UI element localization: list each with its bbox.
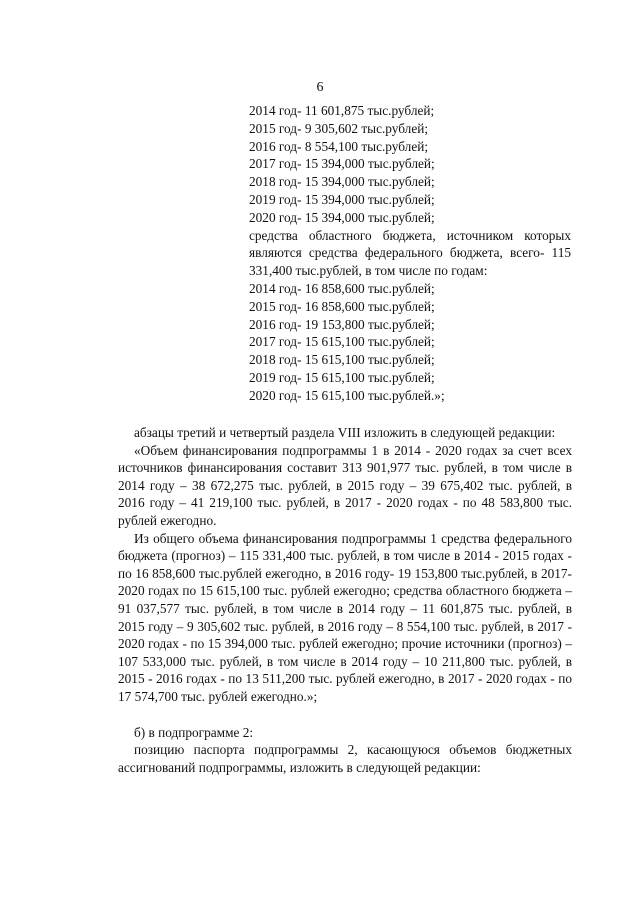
year-line: 2016 год- 19 153,800 тыс.рублей; (249, 316, 435, 332)
paragraph-financing-breakdown: Из общего объема финансирования подпрограммы 1 средства федерального бюджета (прогноз) – 115 331,400 тыс. рублей, в том числе в 2014 - 2015 годах - по 16 858,600 тыс.рублей ежегодно, в 2016 году- 19 153,800 тыс.рублей, в 2017- 2020 годах по 15 615,100 тыс. рублей ежегодно; средства областного бюджета – 91 037,577 тыс. рублей, в том числе в 2014 году – 11 601,875 тыс. рублей, в 2015 году – 9 305,602 тыс. рублей, в 2016 году – 8 554,100 тыс. рублей, в 2017 - 2020 годах - по 15 394,000 тыс. рублей ежегодно; прочие источники (прогноз) – 107 533,000 тыс. рублей, в том числе в 2014 году – 10 211,800 тыс. рублей, в 2015 - 2016 годах - по 13 511,200 тыс. рублей ежегодно, в 2017 - 2020 годах - по 17 574,700 тыс. рублей ежегодно.»; (118, 530, 572, 704)
year-line: 2016 год- 8 554,100 тыс.рублей; (249, 138, 429, 154)
year-line: 2014 год- 11 601,875 тыс.рублей; (249, 103, 435, 118)
paragraph-financing-volume: «Объем финансирования подпрограммы 1 в 2014 - 2020 годах за счет всех источников финансирования составит 313 901,977 тыс. рублей, в том числе в 2014 году – 38 672,275 тыс. рублей, в 2015 году – 39 675,402 тыс. рублей, в 2016 году – 41 219,100 тыс. рублей, в 2017 - 2020 годах - по 48 583,800 тыс. рублей ежегодно. (118, 442, 572, 528)
funding-column (249, 102, 571, 405)
year-line: 2019 год- 15 394,000 тыс.рублей; (249, 191, 435, 207)
main-text (118, 424, 572, 776)
year-line: 2014 год- 16 858,600 тыс.рублей; (249, 280, 435, 296)
federal-funds-intro: средства областного бюджета, источником которых являются средства федерального бюджета, всего- 115 331,400 тыс.рублей, в том числе по годам: (249, 227, 571, 279)
paragraph-section-viii: абзацы третий и четвертый раздела VIII изложить в следующей редакции: (134, 425, 556, 440)
year-line: 2019 год- 15 615,100 тыс.рублей; (249, 369, 435, 385)
paragraph-passport-position: позицию паспорта подпрограммы 2, касающуюся объемов бюджетных ассигнований подпрограммы, изложить в следующей редакции: (118, 742, 572, 775)
year-line: 2017 год- 15 394,000 тыс.рублей; (249, 156, 435, 172)
year-line: 2018 год- 15 394,000 тыс.рублей; (249, 174, 435, 190)
year-line: 2020 год- 15 394,000 тыс.рублей; (249, 209, 435, 225)
year-line: 2017 год- 15 615,100 тыс.рублей; (249, 334, 435, 350)
year-line: 2020 год- 15 615,100 тыс.рублей.»; (249, 387, 445, 403)
year-line: 2015 год- 9 305,602 тыс.рублей; (249, 120, 429, 136)
spacer (118, 706, 572, 724)
page-number: 6 (316, 80, 324, 95)
paragraph-subprogram-2: б) в подпрограмме 2: (134, 724, 254, 740)
year-line: 2015 год- 16 858,600 тыс.рублей; (249, 298, 435, 314)
year-line: 2018 год- 15 615,100 тыс.рублей; (249, 352, 435, 368)
